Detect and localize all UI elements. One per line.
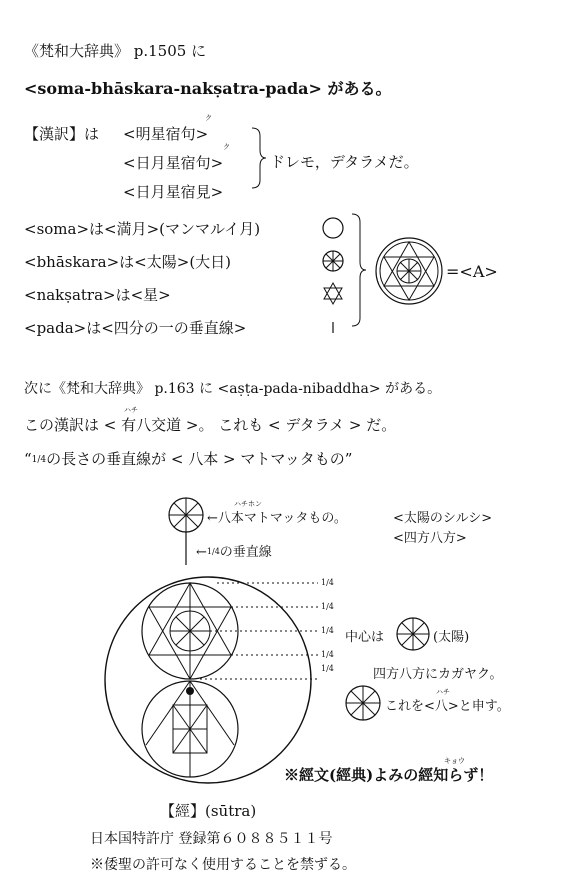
mid-line-1: 次に《梵和大辞典》 p.163 に <aṣṭa-pada-nibaddha> がある。 [24,381,442,397]
vertical-line-label: ←1/4の垂直線 [196,545,272,560]
hachi-label: これを<八>と申す。 [385,699,510,714]
term-bhaskara: <bhāskara>は<太陽>(大日) [24,253,232,271]
intro-line-1: 《梵和大辞典》 p.1505 に [24,42,207,60]
fraction-quarter: 1/4 [31,455,47,465]
ruby-hachi-1: ハチ [124,406,138,414]
quarter-mark-4: 1/4 [321,650,334,659]
quarter-mark-3: 1/4 [321,626,334,635]
ruby-hachihon: ハチホン [234,500,262,508]
sun-meaning-1: <太陽のシルシ> [393,511,493,526]
patent-number: 日本国特許庁 登録第６０８８５１１号 [90,831,333,847]
term-soma: <soma>は<満月>(マンマルイ月) [24,220,261,238]
lower-figure-icon [142,681,238,777]
quarter-mark-1: 1/4 [321,578,334,587]
outer-circle [105,577,311,783]
ruby-hachi-2: ハチ [436,688,450,696]
sun-label: ←八本マトマッタもの。 [207,511,347,526]
mid-line-2: この漢訳は < 有八交道 >。 これも < デタラメ > だ。 [24,416,397,434]
quarter-mark-5: 1/4 [321,664,334,673]
sutra-term: 【經】(sūtra) [160,802,257,820]
ruby-kyou: キョウ [444,757,465,765]
translation-item-2: <日月星宿句> [123,154,224,172]
usage-notice: ※倭聖の許可なく使用することを禁ずる。 [90,857,356,873]
center-sun-wheel-icon [397,618,429,650]
translation-item-1: <明星宿句> [123,125,209,143]
top-sun-wheel-icon [169,498,203,532]
upper-hexagram-icon [142,583,238,679]
center-sun-label: (太陽) [433,630,470,645]
term-pada: <pada>は<四分の一の垂直線> [24,319,247,337]
intro-line-2: <soma-bhāskara-nakṣatra-pada> がある。 [24,79,392,98]
result-label: =<A> [446,262,498,281]
translation-item-3: <日月星宿見> [123,183,224,201]
radiate-label: 四方八方にカガヤク。 [373,667,503,682]
center-label: 中心は [345,630,385,645]
ruby-ku-2: ク [223,143,230,151]
translation-label: 【漢訳】は [24,125,100,143]
term-naksatra: <nakṣatra>は<星> [24,286,171,304]
sun-meaning-2: <四方八方> [393,531,467,546]
mid-line-3: “1/4の長さの垂直線が < 八本 > マトマッタもの” [24,450,353,468]
translation-comment: ドレモ，デタラメだ。 [270,153,419,171]
ruby-ku-1: ク [205,114,212,122]
sutra-note: ※經文(經典)よみの經知らず！ [284,766,494,784]
hachi-sun-wheel-icon [346,686,380,720]
quarter-mark-2: 1/4 [321,602,334,611]
